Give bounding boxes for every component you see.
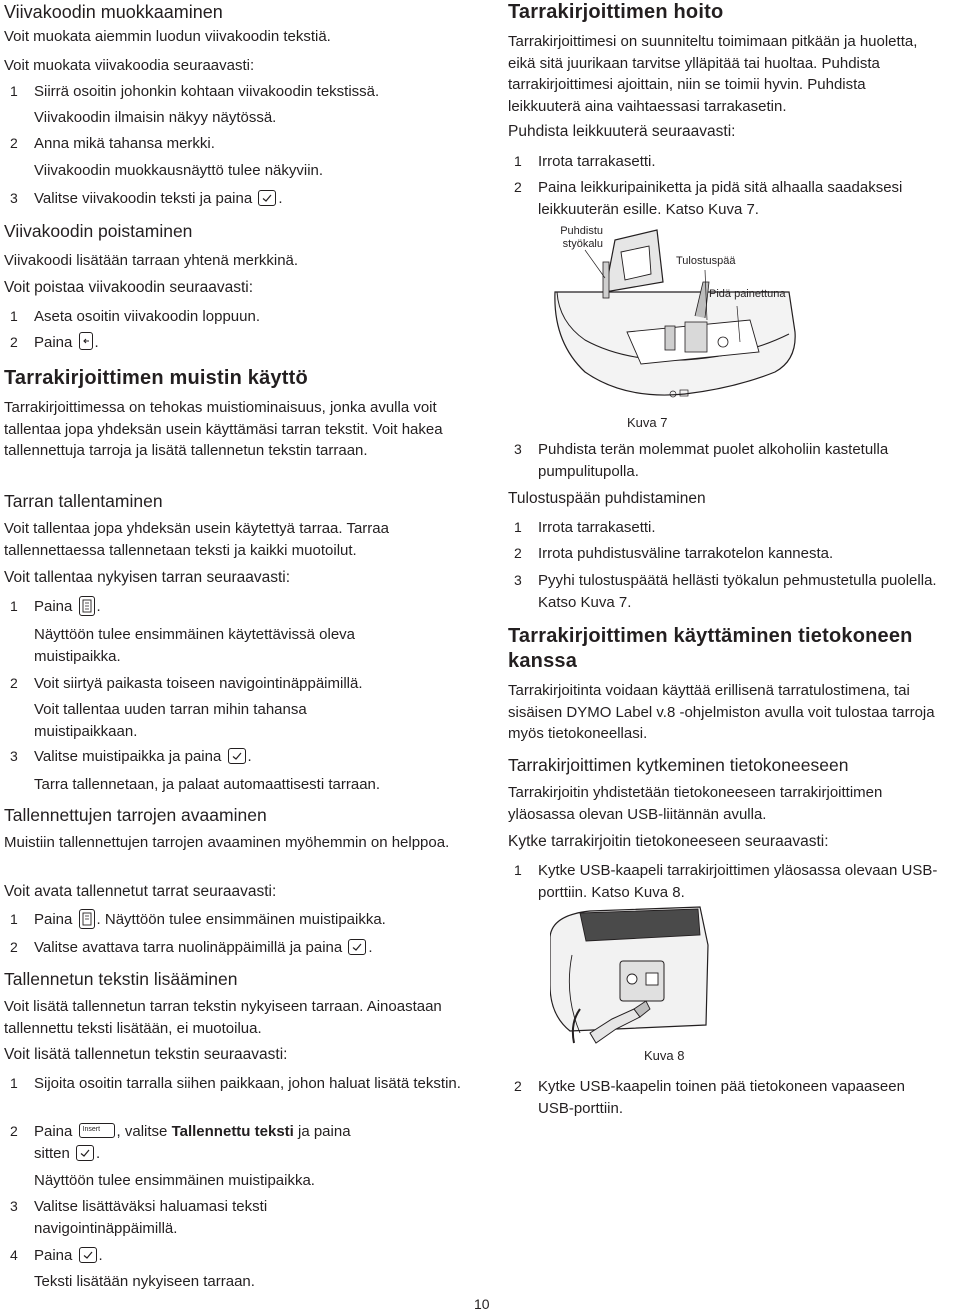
paragraph: Tarrakirjoittimesi on suunniteltu toimimaan pitkään ja huoletta, eikä sitä juurikaan tarvitse ylläpitää tai huoltaa. Puhdista tarrakirjoittimesi ajoittain, niin se toimii hyvin. Puhdista leikkuuterä aina vaihtaessasi tarrakasetin. bbox=[508, 33, 918, 115]
heading-edit-barcode: Viivakoodin muokkaaminen bbox=[4, 2, 223, 22]
subheading: Voit lisätä tallennetun tekstin seuraavasti: bbox=[4, 1046, 288, 1063]
usb-connection-illustration bbox=[550, 905, 710, 1045]
save-key-icon bbox=[79, 596, 95, 616]
list-item-note: Teksti lisätään nykyiseen tarraan. bbox=[34, 1273, 255, 1290]
paragraph: Voit muokata viivakoodia seuraavasti: bbox=[4, 57, 255, 74]
list-item: 2 Paina leikkuripainiketta ja pidä sitä alhaalla saadaksesi leikkuuterän esille. Katso Kuva 7. bbox=[514, 179, 903, 218]
list-item: 1 Irrota tarrakasetti. bbox=[514, 519, 656, 536]
list-item: 1 Irrota tarrakasetti. bbox=[514, 153, 656, 170]
label-hold-pressed: Pidä painettuna bbox=[709, 288, 786, 300]
figure-caption: Kuva 8 bbox=[644, 1048, 685, 1063]
paragraph: Tarrakirjoitin yhdistetään tietokoneeseen tarrakirjoittimen yläosassa olevan USB-liitännän avulla. bbox=[508, 784, 883, 823]
subheading: Kytke tarrakirjoitin tietokoneeseen seuraavasti: bbox=[508, 833, 829, 850]
heading-connect: Tarrakirjoittimen kytkeminen tietokoneeseen bbox=[508, 755, 849, 775]
subheading: Voit poistaa viivakoodin seuraavasti: bbox=[4, 279, 254, 296]
list-item-note: Tarra tallennetaan, ja palaat automaattisesti tarraan. bbox=[34, 776, 381, 793]
paragraph: Viivakoodi lisätään tarraan yhtenä merkkinä. bbox=[4, 252, 299, 269]
paragraph: Voit tallentaa jopa yhdeksän usein käytettyä tarraa. Tarraa tallennettaessa tallennetaan teksti ja kaikki muotoilut. bbox=[4, 520, 389, 559]
ok-key-icon bbox=[76, 1145, 94, 1161]
list-item: 1 Aseta osoitin viivakoodin loppuun. bbox=[10, 308, 260, 325]
list-item: 3 Valitse viivakoodin teksti ja paina . bbox=[10, 190, 283, 207]
list-item: 3 Valitse lisättäväksi haluamasi teksti navigointinäppäimillä. bbox=[10, 1198, 268, 1237]
list-item: 2 Paina Insert , valitse Tallennettu teksti ja paina sitten . bbox=[10, 1123, 351, 1162]
list-item-note: Voit tallentaa uuden tarran mihin tahansa muistipaikkaan. bbox=[34, 701, 307, 740]
label-cleaning-tool: Puhdistu styökalu bbox=[560, 225, 603, 250]
list-item-note: Näyttöön tulee ensimmäinen muistipaikka. bbox=[34, 1172, 315, 1189]
heading-save-label: Tarran tallentaminen bbox=[4, 491, 163, 511]
paragraph: Tarrakirjoittimessa on tehokas muistiominaisuus, jonka avulla voit tallentaa jopa yhdeksän usein käyttämäsi tarran tekstit. Voit hakea tallennettuja tarroja ja lisätä tallennetun tekstin tarraan. bbox=[4, 399, 443, 459]
ok-key-icon bbox=[79, 1247, 97, 1263]
subheading: Voit avata tallennetut tarrat seuraavasti: bbox=[4, 883, 277, 900]
heading-care: Tarrakirjoittimen hoito bbox=[508, 1, 724, 23]
paragraph: Voit lisätä tallennetun tarran tekstin nykyiseen tarraan. Ainoastaan tallennettu teksti lisätään, ei muotoilua. bbox=[4, 998, 442, 1037]
subheading: Voit tallentaa nykyisen tarran seuraavasti: bbox=[4, 569, 291, 586]
paragraph: Muistiin tallennettujen tarrojen avaaminen myöhemmin on helppoa. bbox=[4, 834, 450, 851]
list-item: 1 Paina . Näyttöön tulee ensimmäinen muistipaikka. bbox=[10, 911, 386, 928]
list-item: 1 Sijoita osoitin tarralla siihen paikkaan, johon haluat lisätä tekstin. bbox=[10, 1075, 461, 1092]
ok-key-icon bbox=[228, 748, 246, 764]
insert-key-icon: Insert bbox=[79, 1123, 115, 1138]
paragraph: Voit muokata aiemmin luodun viivakoodin tekstiä. bbox=[4, 28, 331, 45]
list-item: 3 Puhdista terän molemmat puolet alkoholiin kastetulla pumpulitupolla. bbox=[514, 441, 889, 480]
heading-computer: Tarrakirjoittimen käyttäminen tietokoneen kanssa bbox=[508, 625, 913, 672]
list-item: 2 Irrota puhdistusväline tarrakotelon kannesta. bbox=[514, 545, 834, 562]
list-item-note: Viivakoodin ilmaisin näkyy näytössä. bbox=[34, 109, 277, 126]
heading-memory: Tarrakirjoittimen muistin käyttö bbox=[4, 367, 308, 389]
list-item: 1 Paina . bbox=[10, 598, 101, 615]
subheading: Tulostuspään puhdistaminen bbox=[508, 490, 706, 507]
heading-open-saved: Tallennettujen tarrojen avaaminen bbox=[4, 805, 267, 825]
list-item-note: Näyttöön tulee ensimmäinen käytettävissä oleva muistipaikka. bbox=[34, 626, 356, 665]
list-item: 2 Paina . bbox=[10, 334, 99, 351]
list-item: 3 Pyyhi tulostuspäätä hellästi työkalun pehmustetulla puolella. Katso Kuva 7. bbox=[514, 572, 937, 611]
ok-key-icon bbox=[348, 939, 366, 955]
figure-caption: Kuva 7 bbox=[627, 415, 668, 430]
list-item: 2 Valitse avattava tarra nuolinäppäimillä ja paina . bbox=[10, 939, 373, 956]
paragraph: Tarrakirjoitinta voidaan käyttää erillisenä tarratulostimena, tai sisäisen DYMO Label v.8 -ohjelmiston avulla voit tulostaa tarroja myös tietokoneellasi. bbox=[508, 682, 935, 742]
list-item: 2 Anna mikä tahansa merkki. bbox=[10, 135, 215, 152]
figure-7-printer-open bbox=[545, 222, 815, 412]
list-item: 4 Paina . bbox=[10, 1247, 103, 1264]
delete-key-icon bbox=[79, 332, 93, 350]
list-item: 3 Valitse muistipaikka ja paina . bbox=[10, 748, 252, 765]
list-item-note: Viivakoodin muokkausnäyttö tulee näkyviin. bbox=[34, 162, 324, 179]
subheading: Puhdista leikkuuterä seuraavasti: bbox=[508, 123, 736, 140]
recall-key-icon bbox=[79, 909, 95, 929]
label-print-head: Tulostuspää bbox=[676, 255, 736, 267]
list-item: 1 Kytke USB-kaapeli tarrakirjoittimen yläosassa olevaan USB-porttiin. Katso Kuva 8. bbox=[514, 862, 938, 901]
page-number: 10 bbox=[474, 1296, 490, 1312]
list-item: 2 Kytke USB-kaapelin toinen pää tietokoneen vapaaseen USB-porttiin. bbox=[514, 1078, 905, 1117]
figure-8-usb-connection bbox=[550, 905, 710, 1045]
list-item: 2 Voit siirtyä paikasta toiseen navigointinäppäimillä. bbox=[10, 675, 363, 692]
list-item: 1 Siirrä osoitin johonkin kohtaan viivakoodin tekstissä. bbox=[10, 83, 380, 100]
heading-insert-saved: Tallennetun tekstin lisääminen bbox=[4, 969, 238, 989]
ok-key-icon bbox=[258, 190, 276, 206]
heading-delete-barcode: Viivakoodin poistaminen bbox=[4, 221, 193, 241]
